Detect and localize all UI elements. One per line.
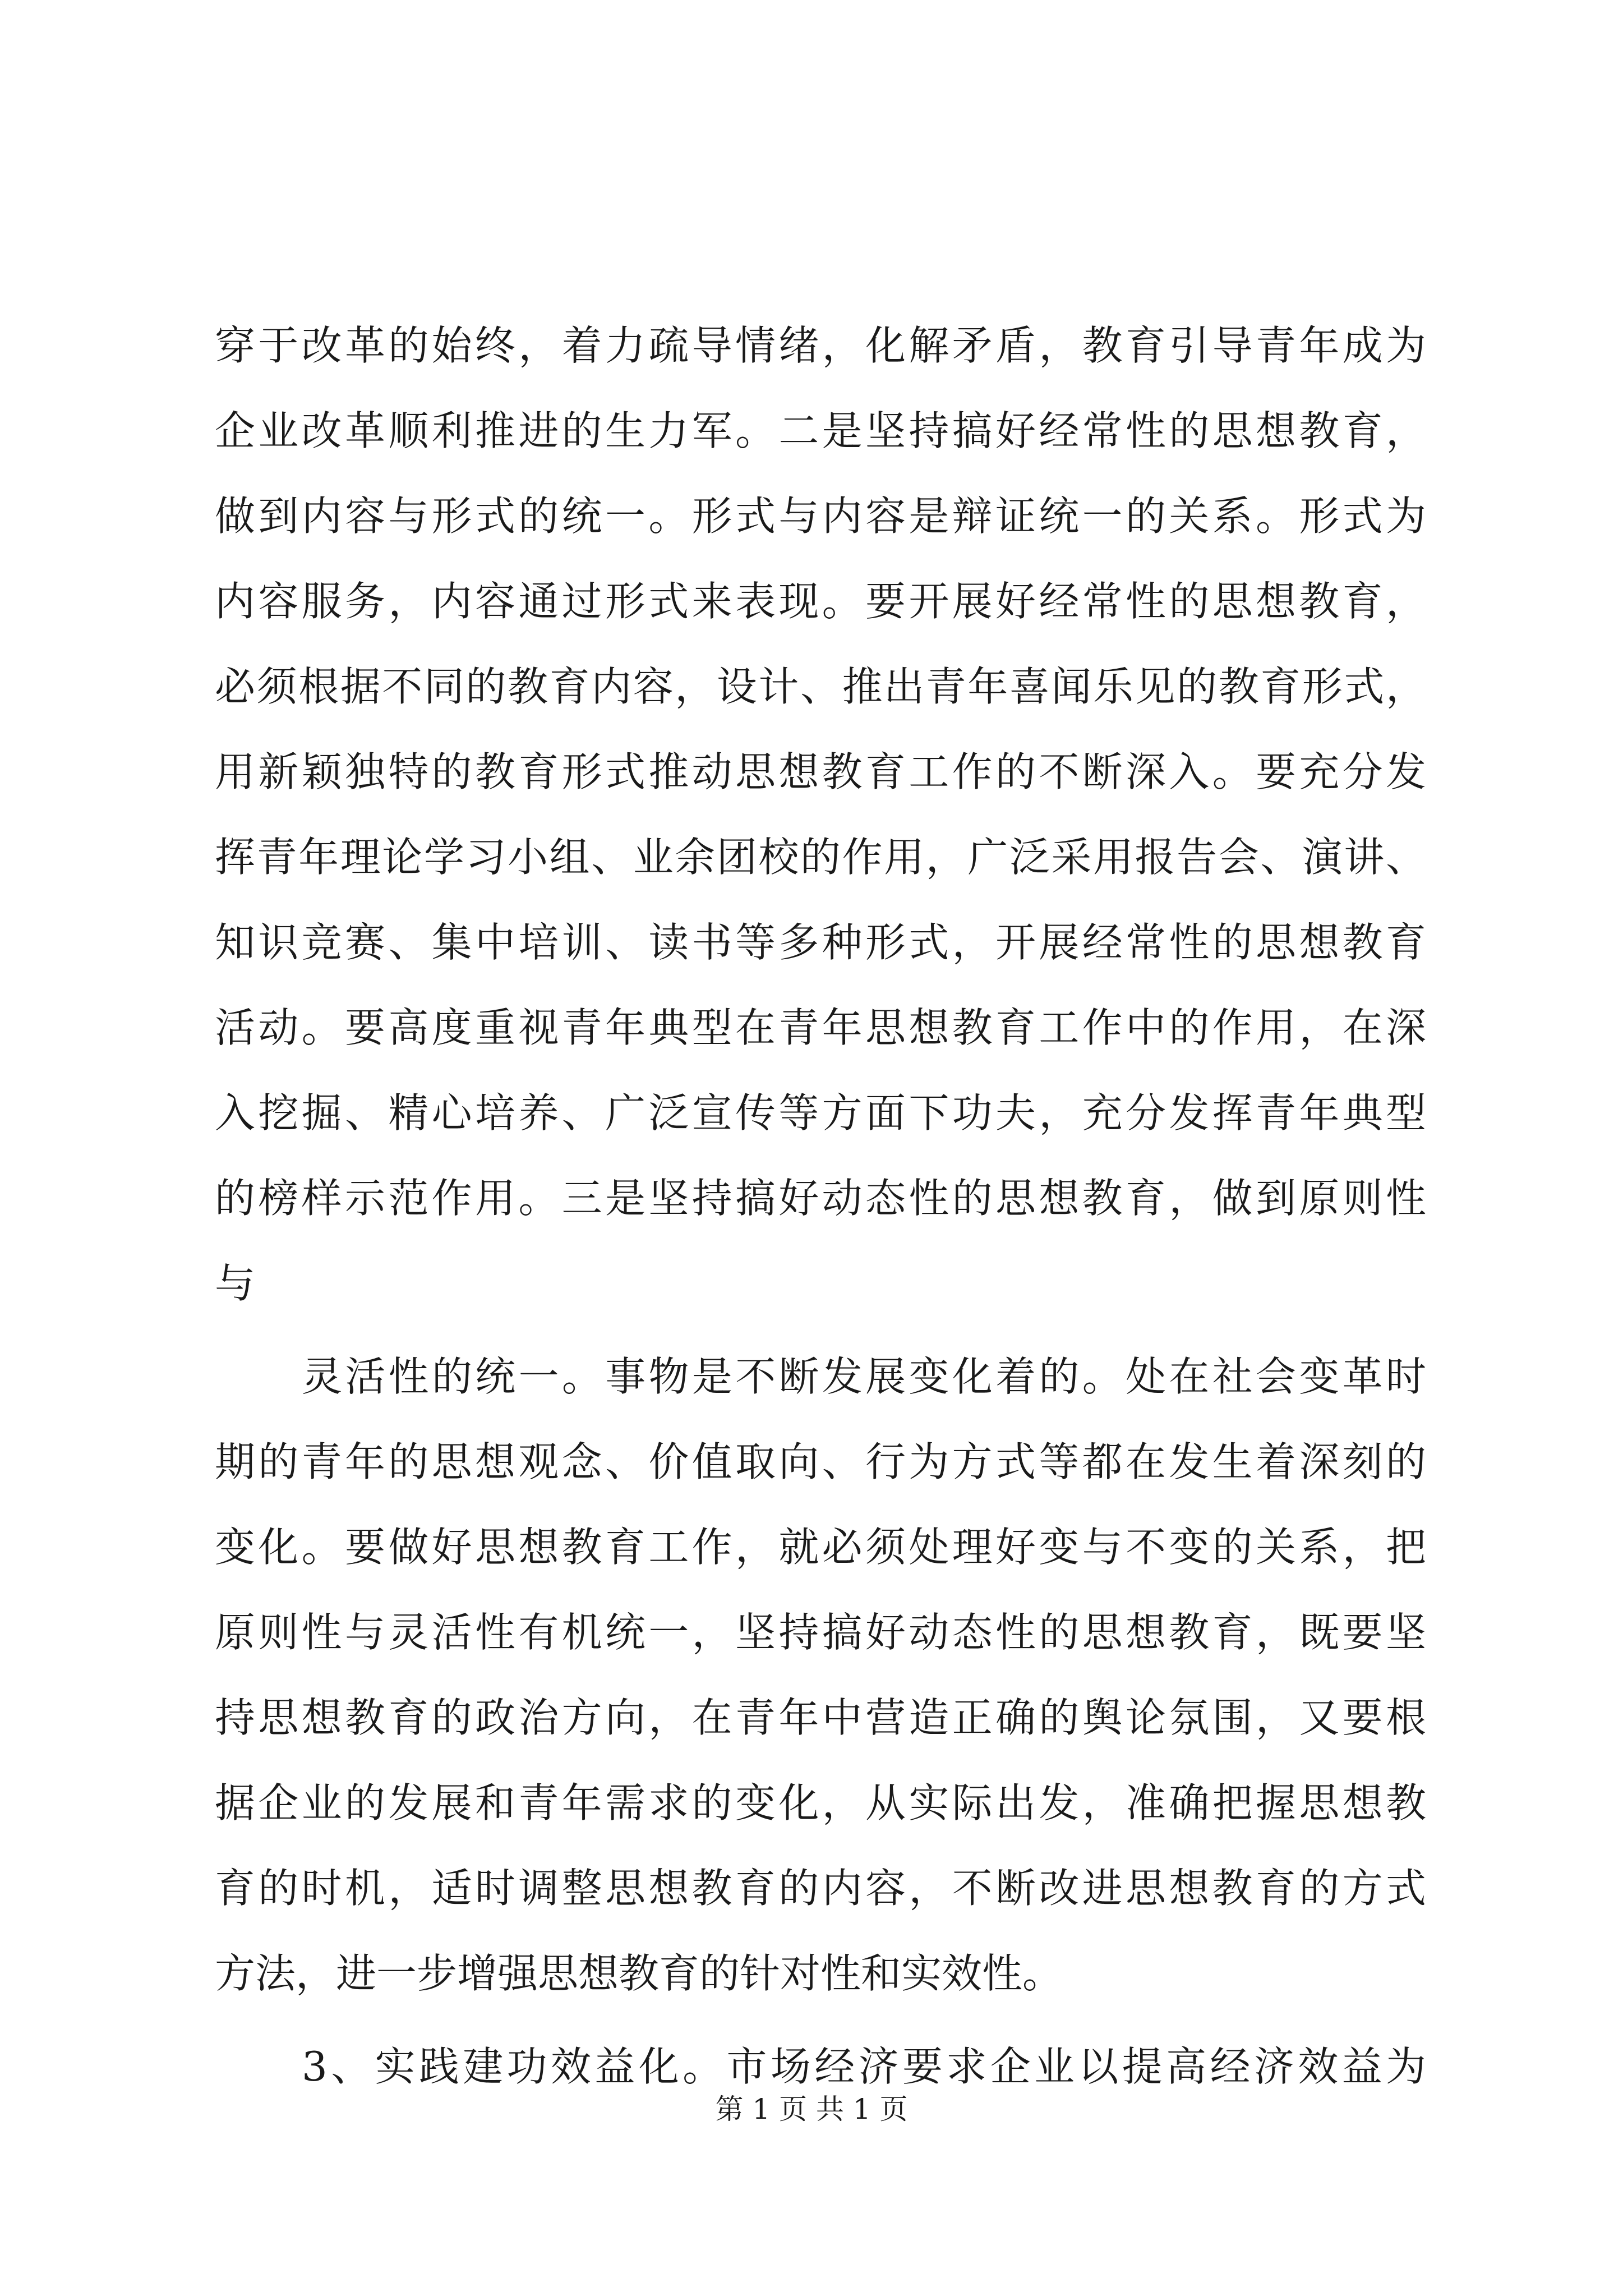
text-line: 知识竞赛、集中培训、读书等多种形式，开展经常性的思想教育 bbox=[215, 919, 1426, 966]
text-line: 入挖掘、精心培养、广泛宣传等方面下功夫，充分发挥青年典型 bbox=[215, 1089, 1426, 1137]
text-line: 做到内容与形式的统一。形式与内容是辩证统一的关系。形式为 bbox=[215, 493, 1426, 540]
body-text bbox=[215, 303, 1426, 2109]
text-line: 期的青年的思想观念、价值取向、行为方式等都在发生着深刻的 bbox=[215, 1438, 1426, 1485]
text-line: 活动。要高度重视青年典型在青年思想教育工作中的作用，在深 bbox=[215, 1004, 1426, 1051]
text-line: 育的时机，适时调整思想教育的内容，不断改进思想教育的方式 bbox=[215, 1865, 1426, 1912]
text-line: 变化。要做好思想教育工作，就必须处理好变与不变的关系，把 bbox=[215, 1524, 1426, 1571]
text-line: 据企业的发展和青年需求的变化，从实际出发，准确把握思想教 bbox=[215, 1779, 1426, 1826]
text-line: 用新颖独特的教育形式推动思想教育工作的不断深入。要充分发 bbox=[215, 748, 1426, 795]
text-line: 挥青年理论学习小组、业余团校的作用，广泛采用报告会、演讲、 bbox=[215, 834, 1426, 881]
text-line: 与 bbox=[215, 1260, 256, 1307]
text-line: 必须根据不同的教育内容，设计、推出青年喜闻乐见的教育形式， bbox=[215, 663, 1426, 710]
page-number-label: 第 1 页 共 1 页 bbox=[715, 2093, 908, 2125]
paragraph-start-line: 灵活性的统一。事物是不断发展变化着的。处在社会变革时 bbox=[302, 1353, 1426, 1400]
text-line: 企业改革顺利推进的生力军。二是坚持搞好经常性的思想教育， bbox=[215, 407, 1426, 454]
text-line: 穿于改革的始终，着力疏导情绪，化解矛盾，教育引导青年成为 bbox=[215, 322, 1426, 369]
page-footer bbox=[0, 2087, 1623, 2132]
paragraph-start-line: 3、实践建功效益化。市场经济要求企业以提高经济效益为 bbox=[302, 2043, 1426, 2090]
text-line: 内容服务，内容通过形式来表现。要开展好经常性的思想教育， bbox=[215, 578, 1426, 625]
text-line: 原则性与灵活性有机统一，坚持搞好动态性的思想教育，既要坚 bbox=[215, 1609, 1426, 1656]
text-line: 持思想教育的政治方向，在青年中营造正确的舆论氛围，又要根 bbox=[215, 1694, 1426, 1741]
text-line: 方法，进一步增强思想教育的针对性和实效性。 bbox=[215, 1950, 1063, 1997]
text-line: 的榜样示范作用。三是坚持搞好动态性的思想教育，做到原则性 bbox=[215, 1175, 1426, 1222]
